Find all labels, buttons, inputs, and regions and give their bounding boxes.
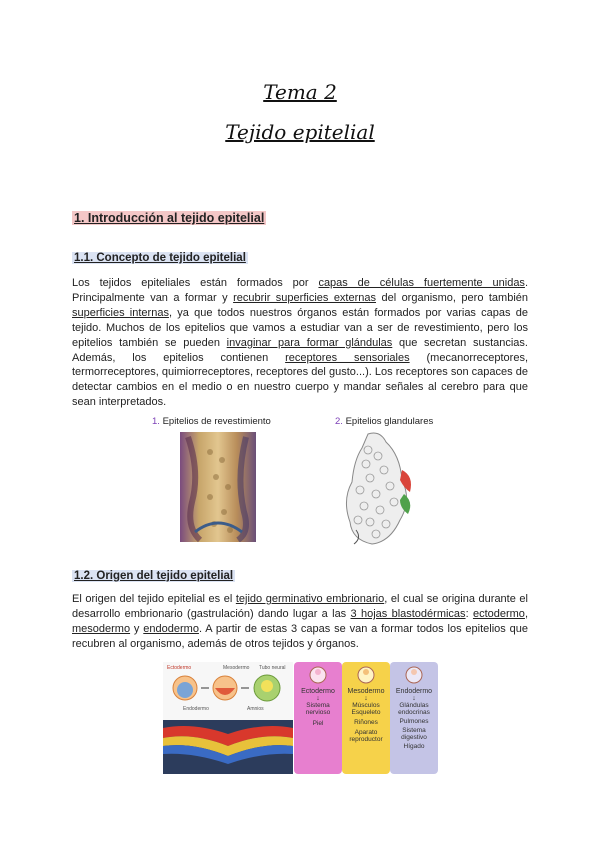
section-heading-introduccion: 1. Introducción al tejido epitelial — [74, 211, 265, 225]
mesodermo-column: Mesodermo ↓ Músculos Esqueleto Riñones Aparato reproductor — [342, 662, 390, 774]
germ-layers-chart — [294, 662, 438, 774]
label-mesodermo: Mesodermo — [223, 665, 250, 671]
subsection-heading-concepto: 1.1. Concepto de tejido epitelial — [74, 252, 246, 264]
subsection-heading-origen: 1.2. Origen del tejido epitelial — [74, 570, 234, 582]
epitelio-revestimiento-image — [180, 432, 256, 542]
ectodermo-title: Ectodermo — [301, 688, 335, 695]
gastrulation-diagram — [163, 662, 293, 774]
endodermo-column: Endodermo ↓ Glándulas endocrinas Pulmones Sistema digestivo Hígado — [390, 662, 438, 774]
endodermo-item: Glándulas endocrinas — [398, 702, 430, 716]
figure-caption-revestimiento: 1. Epitelios de revestimiento — [152, 416, 271, 427]
ectodermo-column: Ectodermo ↓ Sistema nervioso Piel — [294, 662, 342, 774]
epitelio-glandular-image — [340, 430, 420, 548]
endodermo-item: Hígado — [403, 743, 425, 750]
figure-caption-glandulares: 2. Epitelios glandulares — [335, 416, 434, 427]
ectodermo-item: Sistema nervioso — [305, 702, 331, 716]
endodermo-item: Sistema digestivo — [401, 727, 427, 741]
document-title: Tema 2 — [263, 80, 337, 104]
paragraph-concepto: Los tejidos epiteliales están formados por capas de células fuertemente unidas. Principalmente van a formar y recubrir superficies externas del organismo, pero también superficies internas, ya que todos nuestros órganos están formados por varias capas de tejido. Muchos de los epitelios que vamos a estudiar van a ser de revestimiento, pero los epitelios también se pueden invaginar para formar glándulas que secretan sustancias. Además, los epitelios contienen receptores sensoriales (mecanorreceptores, termorreceptores, quimiorreceptores, receptores del gusto...). Los receptores son capaces de detectar cambios en el medio o en nuestro cuerpo y mandar señales al cerebro para que sean interpretados. — [72, 277, 529, 409]
label-tubo-neural: Tubo neural — [259, 665, 286, 671]
mesodermo-item: Riñones — [354, 719, 378, 726]
paragraph-origen: El origen del tejido epitelial es el tejido germinativo embrionario, el cual se origina durante el desarrollo embrionario (gastrulación) dando lugar a las 3 hojas blastodérmicas: ectodermo, mesodermo y endodermo. A partir de estas 3 capas se van a formar todos los epitelios que recubren al organismo, además de otros tejidos y órganos. — [72, 593, 528, 650]
ectodermo-item: Piel — [312, 720, 324, 727]
mesodermo-item: Aparato reproductor — [349, 729, 383, 743]
label-endodermo: Endodermo — [183, 706, 209, 712]
endodermo-title: Endodermo — [395, 688, 433, 695]
label-amnios: Amnios — [247, 706, 264, 712]
mesodermo-item: Músculos Esqueleto — [351, 702, 381, 716]
mesodermo-title: Mesodermo — [347, 688, 385, 695]
label-ectodermo: Ectodermo — [167, 665, 192, 671]
document-subtitle: Tejido epitelial — [225, 120, 375, 144]
endodermo-item: Pulmones — [399, 718, 429, 725]
